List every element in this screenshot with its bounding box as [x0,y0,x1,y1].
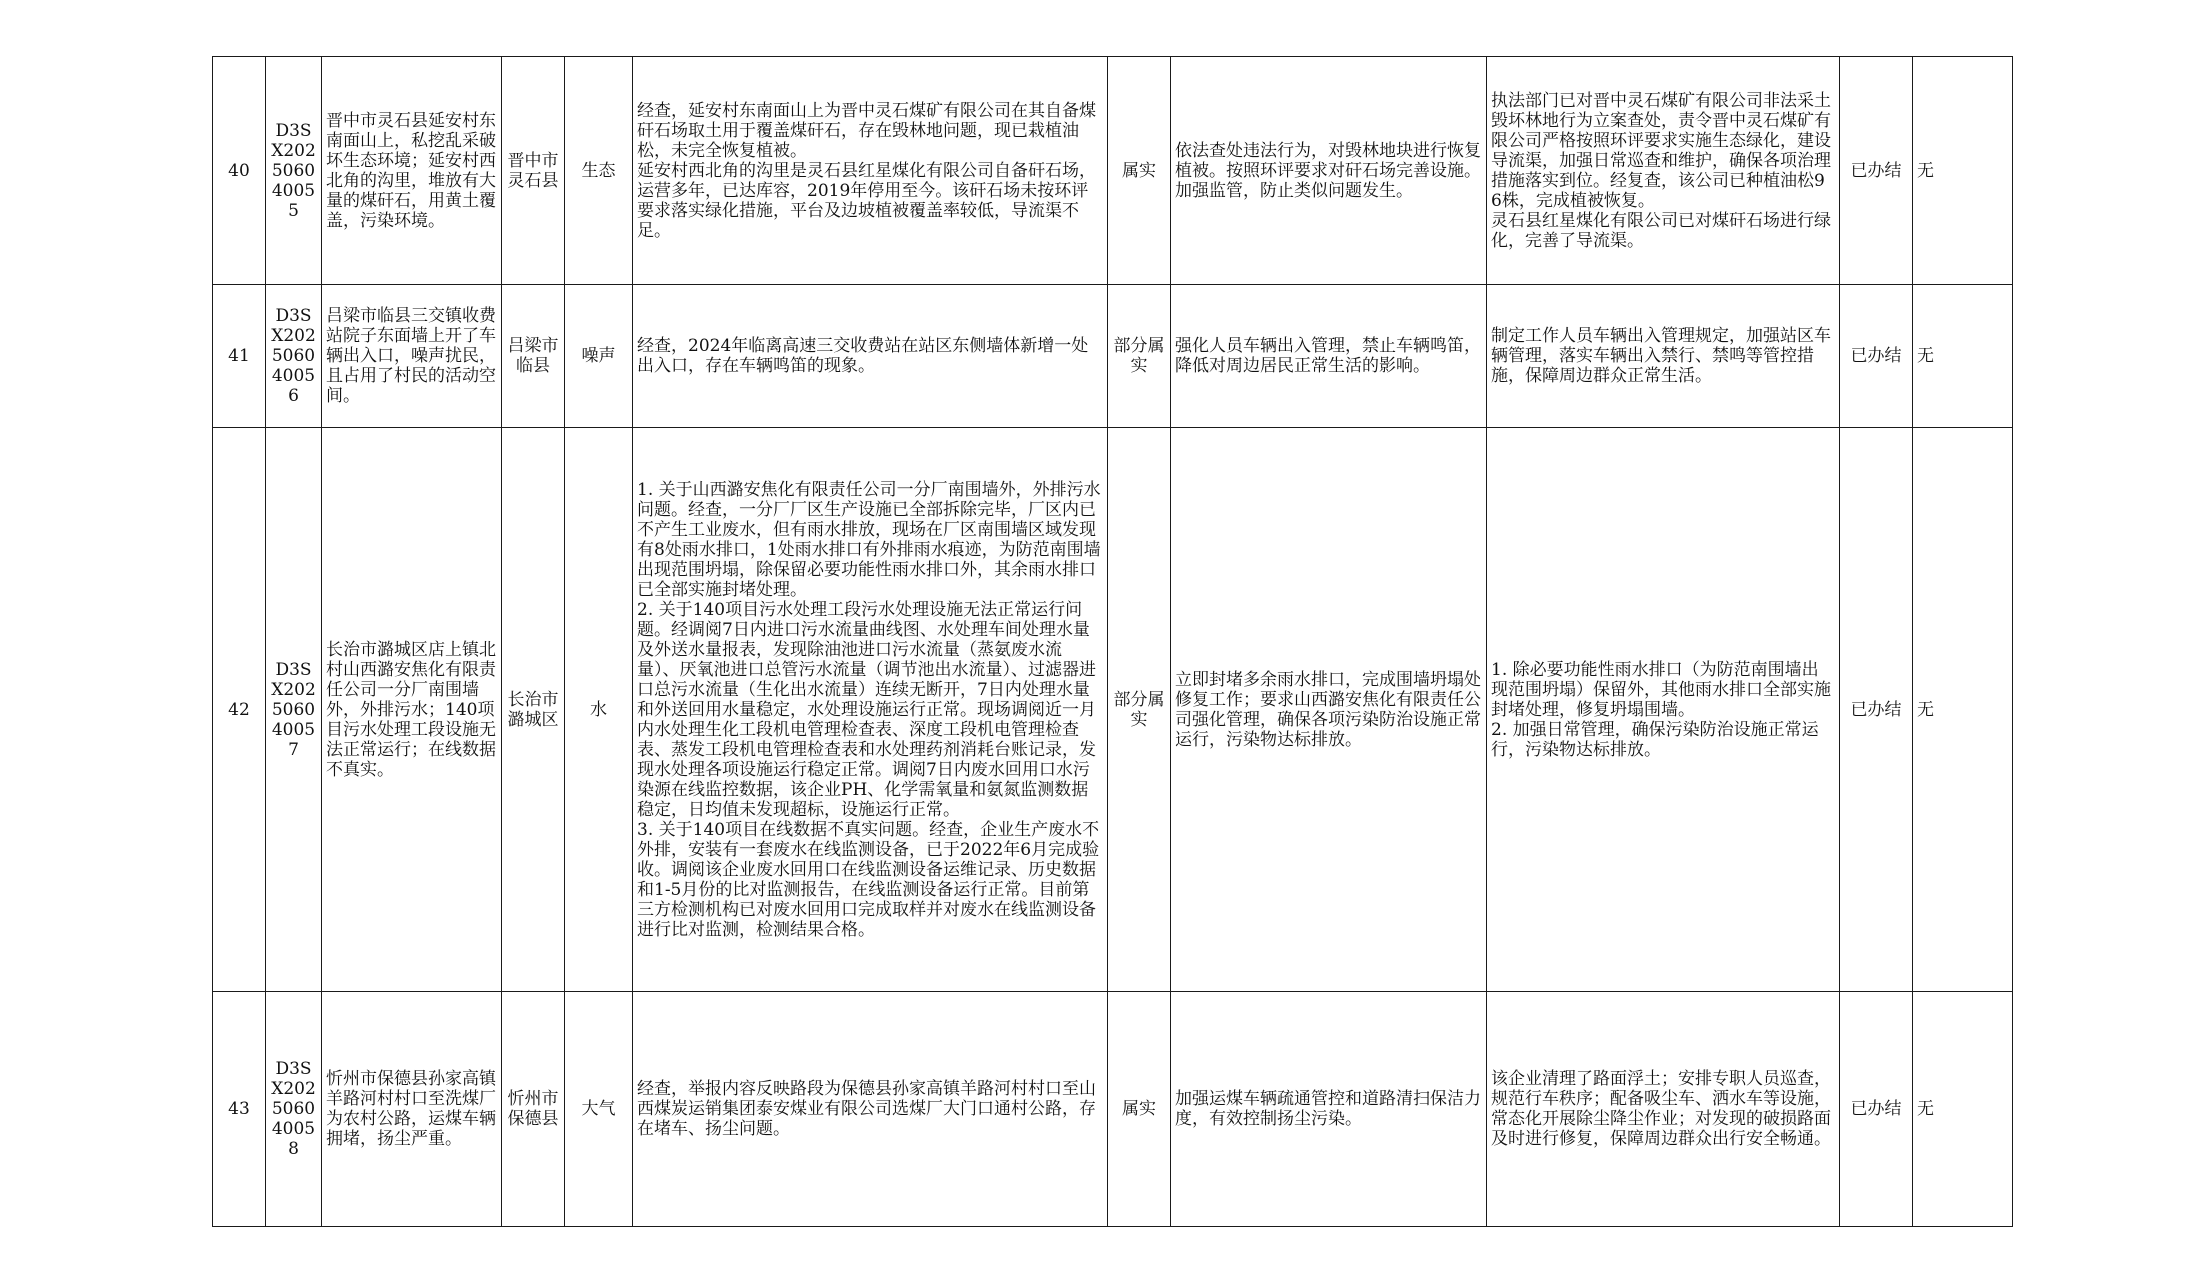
region: 忻州市保德县 [502,992,565,1227]
table-row [213,992,2013,1227]
row-number: 43 [213,992,266,1227]
rectification-text: 制定工作人员车辆出入管理规定，加强站区车辆管理，落实车辆出入禁行、禁鸣等管控措施，保障周边群众正常生活。 [1491,326,1831,386]
accountability: 无 [1913,992,2013,1227]
handling-opinion: 依法查处违法行为，对毁林地块进行恢复植被。按照环评要求对矸石场完善设施。加强监管，防止类似问题发生。 [1171,57,1487,285]
verdict: 部分属实 [1108,428,1171,992]
rectification-status [1487,57,1840,285]
investigation-finding [633,57,1108,285]
accountability: 无 [1913,57,2013,285]
case-status: 已办结 [1840,285,1913,428]
rectification-status [1487,992,1840,1227]
investigation-text: 经查，延安村东南面山上为晋中灵石煤矿有限公司在其自备煤矸石场取土用于覆盖煤矸石，存在毁林地问题，现已栽植油松，未完全恢复植被。 延安村西北角的沟里是灵石县红星煤化有限公司自备矸石场，运营多年，已达库容，2019年停用至今。该矸石场未按环评要求落实绿化措施，平台及边坡植被覆盖率较低，导流渠不足。 [637,100,1096,241]
verdict: 属实 [1108,992,1171,1227]
case-status: 已办结 [1840,428,1913,992]
complaint-table [212,56,2013,1227]
table-row [213,57,2013,285]
region: 吕梁市临县 [502,285,565,428]
investigation-text: 1. 关于山西潞安焦化有限责任公司一分厂南围墙外，外排污水问题。经查，一分厂厂区生产设施已全部拆除完毕，厂区内已不产生工业废水，但有雨水排放，现场在厂区南围墙区域发现有8处雨水排口，1处雨水排口有外排雨水痕迹，为防范南围墙出现范围坍塌，除保留必要功能性雨水排口外，其余雨水排口已全部实施封堵处理。 2. 关于140项目污水处理工段污水处理设施无法正常运行问题。经调阅7日内进口污水流量曲线图、水处理车间处理水量及外送水量报表，发现除油池进口污水流量（蒸氨废水流量）、厌氧池进口总管污水流量（调节池出水流量）、过滤器进口总污水流量（生化出水流量）连续无断开，7日内处理水量和外送回用水量稳定，水处理设施运行正常。现场调阅近一月内水处理生化工段机电管理检查表、深度工段机电管理检查表、蒸发工段机电管理检查表和水处理药剂消耗台账记录，发现水处理各项设施运行稳定正常。调阅7日内废水回用口水污染源在线监控数据，该企业PH、化学需氧量和氨氮监测数据稳定，日均值未发现超标，设施运行正常。 3. 关于140项目在线数据不真实问题。经查，企业生产废水不外排，安装有一套废水在线监测设备，已于2022年6月完成验收。调阅该企业废水回用口在线监测设备运维记录、历史数据和1-5月份的比对监测报告，在线监测设备运行正常。目前第三方检测机构已对废水回用口完成取样并对废水在线监测设备进行比对监测，检测结果合格。 [637,479,1101,940]
verdict: 部分属实 [1108,285,1171,428]
complaint-issue: 吕梁市临县三交镇收费站院子东面墙上开了车辆出入口，噪声扰民，且占用了村民的活动空间。 [322,285,502,428]
pollution-category: 水 [565,428,633,992]
pollution-category: 生态 [565,57,633,285]
case-code: D3SX202506040055 [266,57,322,285]
row-number: 41 [213,285,266,428]
investigation-finding [633,428,1108,992]
row-number: 42 [213,428,266,992]
rectification-text: 执法部门已对晋中灵石煤矿有限公司非法采土毁坏林地行为立案查处，责令晋中灵石煤矿有限公司严格按照环评要求实施生态绿化，建设导流渠，加强日常巡查和维护，确保各项治理措施落实到位。经复查，该公司已种植油松96株，完成植被恢复。 灵石县红星煤化有限公司已对煤矸石场进行绿化，完善了导流渠。 [1491,90,1831,251]
table-row [213,285,2013,428]
investigation-finding [633,992,1108,1227]
rectification-status [1487,285,1840,428]
handling-opinion: 加强运煤车辆疏通管控和道路清扫保洁力度，有效控制扬尘污染。 [1171,992,1487,1227]
row-number: 40 [213,57,266,285]
table-row [213,428,2013,992]
case-status: 已办结 [1840,57,1913,285]
investigation-text: 经查，2024年临离高速三交收费站在站区东侧墙体新增一处出入口，存在车辆鸣笛的现象。 [637,336,1089,376]
case-code: D3SX202506040056 [266,285,322,428]
investigation-text: 经查，举报内容反映路段为保德县孙家高镇羊路河村村口至山西煤炭运销集团泰安煤业有限公司选煤厂大门口通村公路，存在堵车、扬尘问题。 [637,1079,1096,1139]
complaint-issue: 忻州市保德县孙家高镇羊路河村村口至洗煤厂为农村公路，运煤车辆拥堵，扬尘严重。 [322,992,502,1227]
case-code: D3SX202506040057 [266,428,322,992]
complaint-issue: 长治市潞城区店上镇北村山西潞安焦化有限责任公司一分厂南围墙外，外排污水；140项目污水处理工段设施无法正常运行；在线数据不真实。 [322,428,502,992]
region: 晋中市灵石县 [502,57,565,285]
pollution-category: 噪声 [565,285,633,428]
investigation-finding [633,285,1108,428]
pollution-category: 大气 [565,992,633,1227]
handling-opinion: 强化人员车辆出入管理，禁止车辆鸣笛，降低对周边居民正常生活的影响。 [1171,285,1487,428]
complaint-issue: 晋中市灵石县延安村东南面山上，私挖乱采破坏生态环境；延安村西北角的沟里，堆放有大量的煤矸石，用黄土覆盖，污染环境。 [322,57,502,285]
case-status: 已办结 [1840,992,1913,1227]
verdict: 属实 [1108,57,1171,285]
region: 长治市潞城区 [502,428,565,992]
rectification-status [1487,428,1840,992]
case-code: D3SX202506040058 [266,992,322,1227]
rectification-text: 1. 除必要功能性雨水排口（为防范南围墙出现范围坍塌）保留外，其他雨水排口全部实施封堵处理，修复坍塌围墙。 2. 加强日常管理，确保污染防治设施正常运行，污染物达标排放。 [1491,659,1831,760]
rectification-text: 该企业清理了路面浮土；安排专职人员巡查，规范行车秩序；配备吸尘车、洒水车等设施，常态化开展除尘降尘作业；对发现的破损路面及时进行修复，保障周边群众出行安全畅通。 [1491,1069,1831,1149]
accountability: 无 [1913,285,2013,428]
accountability: 无 [1913,428,2013,992]
handling-opinion: 立即封堵多余雨水排口，完成围墙坍塌处修复工作；要求山西潞安焦化有限责任公司强化管理，确保各项污染防治设施正常运行，污染物达标排放。 [1171,428,1487,992]
